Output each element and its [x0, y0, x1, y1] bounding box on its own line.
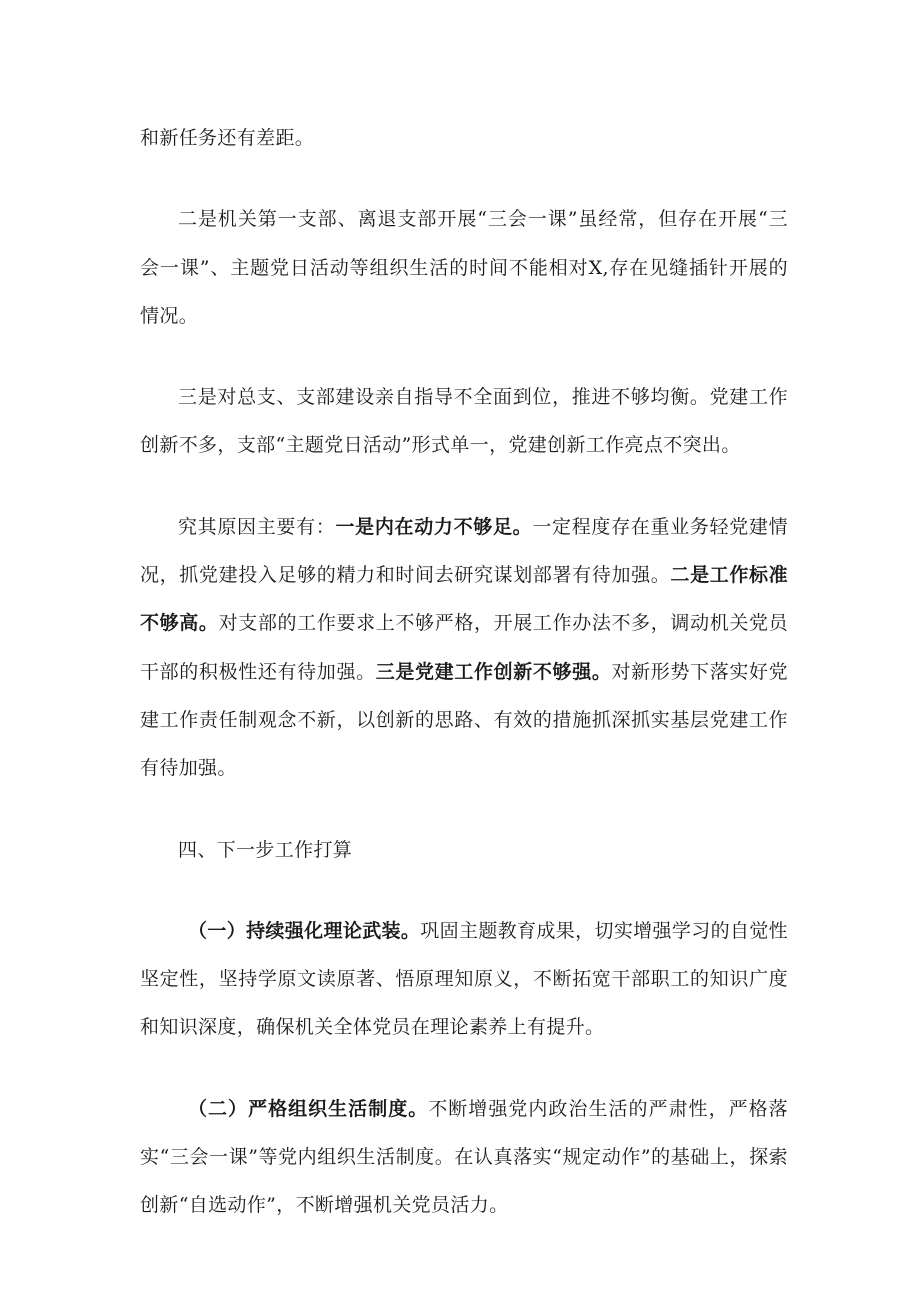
- paragraph-text: 二是机关第一支部、离退支部开展“三会一课”虽经常，但存在开展“三会一课”、主题党日活动等组织生活的时间不能相对X,存在见缝插针开展的情况。: [140, 208, 788, 327]
- cause-two-bold: 二是工作标准不够高。: [140, 564, 788, 635]
- section-heading: 四、下一步工作打算: [178, 838, 353, 861]
- paragraph-subsection-two: [140, 1085, 788, 1230]
- subsection-two-text: 不断增强党内政治生活的严肃性，严格落实“三会一课”等党内组织生活制度。在认真落实“规定动作”的基础上，探索创新“自选动作”，不断增强机关党员活力。: [140, 1097, 788, 1217]
- subsection-one-title: （一）持续强化理论武装。: [188, 919, 421, 942]
- paragraph-causes: [140, 503, 788, 793]
- paragraph-text: 和新任务还有差距。: [140, 127, 315, 149]
- subsection-one-text: 巩固主题教育成果，切实增强学习的自觉性坚定性，坚持学原文读原著、悟原理知原义，不断拓宽干部职工的知识广度和知识深度，确保机关全体党员在理论素养上有提升。: [140, 919, 789, 1039]
- paragraph-third-issue: [140, 373, 788, 470]
- causes-lead: 究其原因主要有：: [178, 515, 336, 538]
- cause-two-text: 对支部的工作要求上不够严格，开展工作办法不多，调动机关党员干部的积极性还有待加强。: [140, 612, 789, 683]
- cause-one-text: 一定程度存在重业务轻党建情况，抓党建投入足够的精力和时间去研究谋划部署有待加强。: [140, 515, 788, 587]
- paragraph-subsection-one: [140, 907, 788, 1052]
- document-page: [140, 114, 788, 1263]
- subsection-two-title: （二）严格组织生活制度。: [188, 1097, 429, 1120]
- cause-three-text: 对新形势下落实好党建工作责任制观念不新，以创新的思路、有效的措施抓深抓实基层党建工作有待加强。: [140, 660, 789, 780]
- paragraph-continuation: [140, 114, 788, 162]
- cause-three-bold: 三是党建工作创新不够强。: [375, 660, 612, 683]
- paragraph-second-issue: [140, 195, 788, 340]
- cause-one-bold: 一是内在动力不够足。: [335, 515, 533, 538]
- paragraph-text: 三是对总支、支部建设亲自指导不全面到位，推进不够均衡。党建工作创新不多，支部“主题党日活动”形式单一，党建创新工作亮点不突出。: [140, 386, 788, 457]
